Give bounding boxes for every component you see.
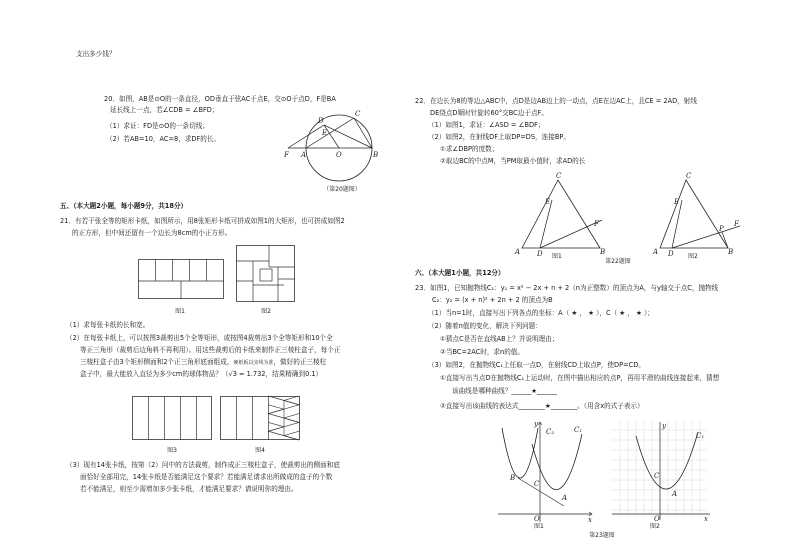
line-ac — [306, 118, 354, 148]
q23-sub4: ②直接写出该曲线的表达式________★________。（用含x的式子表示） — [440, 402, 644, 410]
q21-line1: 21．有若干张全等的矩形卡纸，如图所示，用8张矩形卡纸可拼成如图1的大矩形，也可拼成如图2 — [60, 217, 345, 225]
q21-figure2 — [236, 245, 296, 303]
svg-text:图2: 图2 — [650, 523, 660, 530]
svg-text:E: E — [674, 198, 680, 206]
q21-fig4-caption: 图4 — [255, 447, 265, 454]
svg-text:E: E — [545, 198, 551, 206]
svg-text:D: D — [537, 250, 543, 258]
q21-part2-l4: 盒子中，最大能放入直径为多少cm的球体物品？（√3 ≈ 1.732，结果精确到0.1） — [80, 370, 323, 378]
svg-text:O: O — [654, 515, 660, 523]
svg-text:B: B — [510, 474, 516, 482]
q22-sub1: ①求∠DBP的度数； — [440, 145, 499, 153]
svg-text:A: A — [672, 490, 678, 498]
label-f: F — [284, 151, 289, 159]
q21-part1: （1）求每张卡纸的长和宽。 — [66, 321, 150, 329]
carry-over-text: 支出多少钱？ — [76, 50, 116, 58]
q23-caption: 第23题图 — [589, 532, 615, 539]
label-c: C — [355, 110, 361, 118]
svg-text:图2: 图2 — [688, 253, 698, 260]
q20-line1: 20．如图，AB是⊙O的一条直径，OD垂直于弦AC于点E，交⊙O于点D，F是BA — [104, 95, 336, 103]
label-a: A — [301, 151, 307, 159]
svg-text:x: x — [704, 515, 708, 523]
q21-part2-l2: 等正三角形（裁剪后边角料不再利用）。用这些裁剪后的卡纸来制作正三棱柱盒子，每个正 — [80, 346, 341, 354]
q23-part2: （2）随着n值的变化，解决下列问题： — [428, 322, 542, 330]
q22-figure1 — [515, 170, 618, 260]
q22-part1: （1）如图1，求证：∠ASD = ∠BDF； — [428, 121, 545, 129]
q23-sub4-answer-blank: ________★________ — [518, 402, 578, 410]
q21-part2-l3: 三棱柱盒子由3个矩形侧面和2个正三角形底面组成，硬纸板以实线为准，做好的正三棱柱 — [80, 358, 327, 366]
svg-text:图1: 图1 — [534, 523, 544, 530]
q23-sub2: ②当BC=2AC时，求n的值。 — [440, 348, 524, 356]
q22-figure2 — [653, 170, 756, 260]
q21-fig3-caption: 图3 — [167, 447, 177, 454]
svg-text:C: C — [654, 472, 660, 480]
q23-sub3-answer-blank: ______★______ — [511, 387, 557, 395]
label-d: D — [318, 117, 324, 125]
q21-fig1-caption: 图1 — [175, 308, 185, 315]
svg-text:图1: 图1 — [552, 253, 562, 260]
q23-line1: 23．如图1，已知抛物线C₁：y₁ = x² − 2x + n + 2（n为正整数）的顶点为A，与y轴交于点C，抛物线 — [415, 284, 719, 292]
q23-sub1: ①猜点C是否在直线AB上？并说明理由； — [440, 335, 559, 343]
section6-heading: 六、（本大题1小题，共12分） — [415, 269, 505, 277]
q23-figure2 — [612, 420, 712, 530]
q21-part3-l3: 若不能满足，则至少需增加多少张卡纸，才能满足要求？请说明你的理由。 — [80, 485, 298, 493]
svg-text:B: B — [728, 248, 734, 256]
q20-line2: 延长线上一点，若∠CDB = ∠BFD； — [110, 106, 219, 114]
svg-text:C: C — [534, 480, 540, 488]
q21-part2-l1: （2）在每张卡纸上，可以按图3裁剪出5个全等矩形，或按图4裁剪出3个全等矩形和10个全 — [66, 334, 333, 342]
q22-line2: DE绕点D顺时针旋转60°交BC边于点F。 — [430, 109, 548, 117]
svg-text:C: C — [686, 172, 692, 180]
svg-text:A: A — [562, 494, 568, 502]
q20-part1: （1）求证：FD是⊙O的一条切线； — [106, 122, 209, 130]
q21-fig2-caption: 图2 — [261, 308, 271, 315]
svg-text:C₂: C₂ — [546, 428, 555, 436]
q21-part3-l2: 面恰好全部用完，14张卡纸是否能满足这个要求？若能满足请求出所做成的盒子的个数 — [80, 473, 333, 481]
q23-line2: C₂：y₂ = (x + n)² + 2n + 2 的顶点为B — [432, 296, 553, 304]
q23-part1: （1）当n=1时，直接写出下列各点的坐标：A（ ★ ， ★ ），C（ ★ ， ★ ）； — [428, 309, 654, 317]
svg-text:O: O — [534, 515, 540, 523]
svg-text:x: x — [588, 516, 592, 524]
q21-part2-small-note: 硬纸板以实线为准 — [233, 360, 274, 366]
q21-figure3 — [132, 396, 212, 440]
svg-text:y: y — [534, 420, 538, 428]
q21-figure1 — [138, 259, 224, 299]
q20-part2: （2）若AB=10，AC=8，求DF的长。 — [106, 135, 221, 143]
svg-text:P: P — [719, 225, 724, 233]
svg-text:A: A — [515, 248, 521, 256]
svg-text:B: B — [600, 248, 606, 256]
q23-part3: （3）如图2，在抛物线C₁上任取一点D，在射线CD上取点P，使DP=CD。 — [428, 361, 645, 369]
q22-sub2: ②取边BC的中点M，当PM取最小值时，求AD的长 — [440, 157, 586, 165]
q22-line1: 22．在边长为8的等边△ABC中，点D是边AB边上的一动点，点E在边AC上，且CE = 2AD，射线 — [415, 97, 697, 105]
svg-text:D: D — [668, 250, 674, 258]
q21-line2: 的正方形，但中间还留有一个边长为8cm的小正方形。 — [72, 229, 232, 237]
q21-part3-l1: （3）现有14张卡纸，按第（2）问中的方法裁剪，制作成正三棱柱盒子，使裁剪出的侧面和底 — [66, 461, 340, 469]
q22-part2: （2）如图2，在射线DF上取DP=DS，连接BP。 — [428, 133, 570, 141]
q23-sub3b: 该曲线是哪种曲线？______★______ — [452, 387, 557, 395]
svg-text:F: F — [734, 220, 739, 228]
svg-text:F: F — [594, 220, 599, 228]
q23-figure1 — [496, 418, 596, 530]
label-e: E — [322, 129, 328, 137]
q20-figure — [278, 105, 388, 185]
label-o: O — [336, 151, 342, 159]
q21-figure4 — [220, 396, 300, 440]
q22-caption: 第22题图 — [605, 258, 631, 265]
q20-caption: （第20题图） — [323, 186, 361, 193]
svg-text:C₁: C₁ — [574, 426, 583, 434]
svg-text:A: A — [653, 248, 659, 256]
svg-text:C₁: C₁ — [696, 432, 705, 440]
label-b: B — [373, 151, 379, 159]
svg-text:y: y — [662, 422, 666, 430]
section5-heading: 五、（本大题2小题，每小题9分，共18分） — [60, 202, 188, 210]
svg-text:C: C — [556, 172, 562, 180]
q23-sub3: ①直接写出当点D在抛物线C₁上运动时，在图中描出相应的点P，再用平滑的曲线连接起来，猜想 — [440, 374, 720, 382]
